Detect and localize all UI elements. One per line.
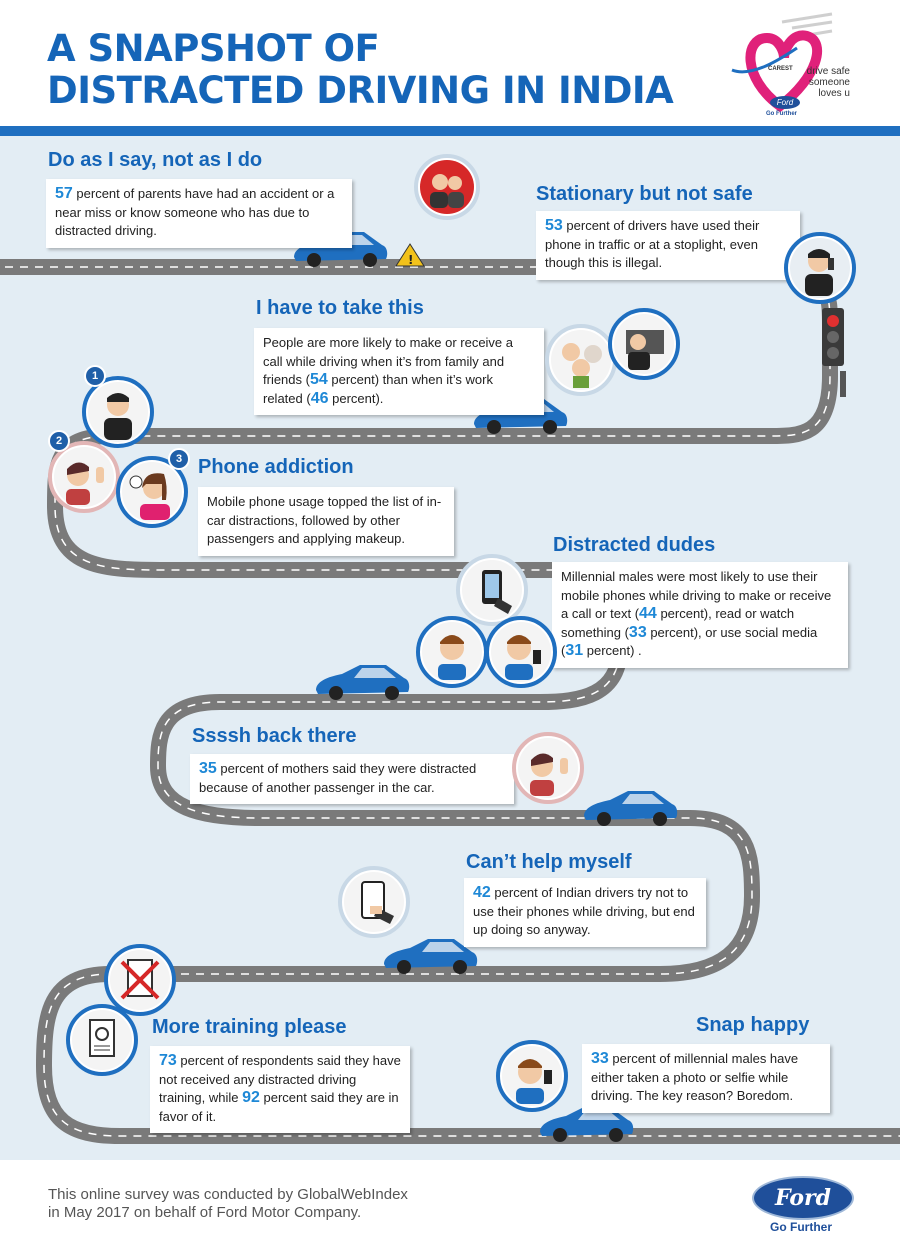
stat-number: 33 (591, 1050, 609, 1067)
section-heading-snap: Snap happy (696, 1014, 810, 1036)
page-title (47, 28, 673, 112)
logo-tagline-2: someone (808, 77, 850, 88)
logo-go-further: Go Further (766, 111, 797, 117)
stat-text: percent of Indian drivers try not to use their phones while driving, but end up doing so anyway. (473, 885, 695, 937)
stat-number: 44 (639, 605, 657, 622)
logo-tagline-3: loves u (818, 88, 850, 99)
survey-footnote: This online survey was conducted by GlobalWebIndex in May 2017 on behalf of Ford Motor Company. (48, 1186, 408, 1221)
stat-text: percent). (328, 390, 384, 406)
stat-text: percent), read or watch something ( (561, 606, 795, 640)
stat-number: 54 (309, 371, 328, 388)
stat-box-help-myself (464, 878, 706, 947)
stat-number: 57 (55, 185, 73, 202)
stat-text: People are more likely to make or receive a call while driving when it’s from family and friends ( (263, 335, 514, 387)
section-heading-stationary: Stationary but not safe (536, 183, 753, 205)
stat-text: percent of parents have had an accident or a near miss or know someone who has due to distracted driving. (55, 186, 335, 238)
section-heading-back-there: Ssssh back there (192, 725, 357, 747)
stat-text: percent), or use social media ( (561, 624, 818, 658)
svg-text:!: ! (408, 253, 414, 267)
logo-ford-oval: Ford (770, 96, 800, 109)
male-phone-avatar-icon (485, 616, 557, 688)
mother-passenger-avatar-icon (512, 732, 584, 804)
header-divider (0, 126, 900, 136)
section-heading-take-this: I have to take this (256, 297, 424, 319)
section-heading-addiction: Phone addiction (198, 456, 354, 478)
stat-text: percent of drivers have used their phone in traffic or at a stoplight, even though this is illegal. (545, 218, 760, 270)
stat-text: Mobile phone usage topped the list of in-car distractions, followed by other passengers and applying makeup. (207, 494, 442, 546)
stat-number: 92 (242, 1089, 260, 1106)
no-training-clipboard-icon (104, 944, 176, 1016)
stat-text: percent said they are in favor of it. (159, 1090, 399, 1124)
section-heading-training: More training please (152, 1016, 347, 1038)
car-icon (312, 662, 412, 702)
stat-text: percent) than when it’s work related ( (263, 372, 493, 406)
step-badge-3: 3 (168, 448, 190, 470)
stat-box-parents (46, 179, 352, 248)
male-driver-avatar-icon (416, 616, 488, 688)
campaign-logo (722, 8, 852, 126)
step-badge-1: 1 (84, 365, 106, 387)
infographic-body (0, 136, 900, 1160)
logo-tagline-1: drive safe (806, 66, 850, 77)
work-avatar-icon (608, 308, 680, 380)
logo-badge: CAREST (768, 66, 793, 72)
stat-box-take-this (254, 328, 544, 415)
warning-sign-icon (396, 244, 424, 267)
stat-box-addiction (198, 487, 454, 556)
stat-box-back-there (190, 754, 514, 804)
stat-number: 53 (545, 217, 563, 234)
stat-box-training (150, 1046, 410, 1133)
section-heading-help-myself: Can’t help myself (466, 851, 632, 873)
training-clipboard-icon (66, 1004, 138, 1076)
stat-number: 31 (565, 642, 584, 659)
section-heading-dudes: Distracted dudes (553, 534, 716, 556)
section-heading-do-as-i-say: Do as I say, not as I do (48, 149, 263, 171)
selfie-driver-avatar-icon (496, 1040, 568, 1112)
ford-logo: Ford (752, 1176, 854, 1220)
stat-box-stationary (536, 211, 800, 280)
stat-number: 46 (310, 389, 329, 407)
step-badge-2: 2 (48, 430, 70, 452)
stat-number: 33 (628, 623, 647, 641)
stat-text: percent of respondents said they have not received any distracted driving training, while (159, 1053, 401, 1105)
ford-tagline: Go Further (770, 1220, 832, 1234)
title-line-1: A SNAPSHOT OF (47, 27, 380, 70)
family-avatar-icon (545, 324, 617, 396)
car-icon (580, 788, 680, 828)
stat-box-dudes (552, 562, 848, 668)
stat-text: percent of millennial males have either taken a photo or selfie while driving. The key reason? Boredom. (591, 1051, 799, 1103)
header (0, 0, 900, 128)
stat-text: Millennial males were most likely to use their mobile phones while driving to make or receive a call or text ( (561, 569, 832, 621)
stat-number: 35 (199, 760, 217, 777)
stat-text: percent of mothers said they were distracted because of another passenger in the car. (199, 761, 477, 795)
driver-phone-avatar-icon (784, 232, 856, 304)
title-line-2: DISTRACTED DRIVING IN INDIA (47, 69, 674, 112)
stat-number: 42 (473, 884, 491, 901)
stat-box-snap (582, 1044, 830, 1113)
stat-text: percent) . (583, 643, 642, 658)
phone-in-hand-avatar-icon (338, 866, 410, 938)
parents-avatar-icon (414, 154, 480, 220)
stat-number: 73 (159, 1052, 177, 1069)
